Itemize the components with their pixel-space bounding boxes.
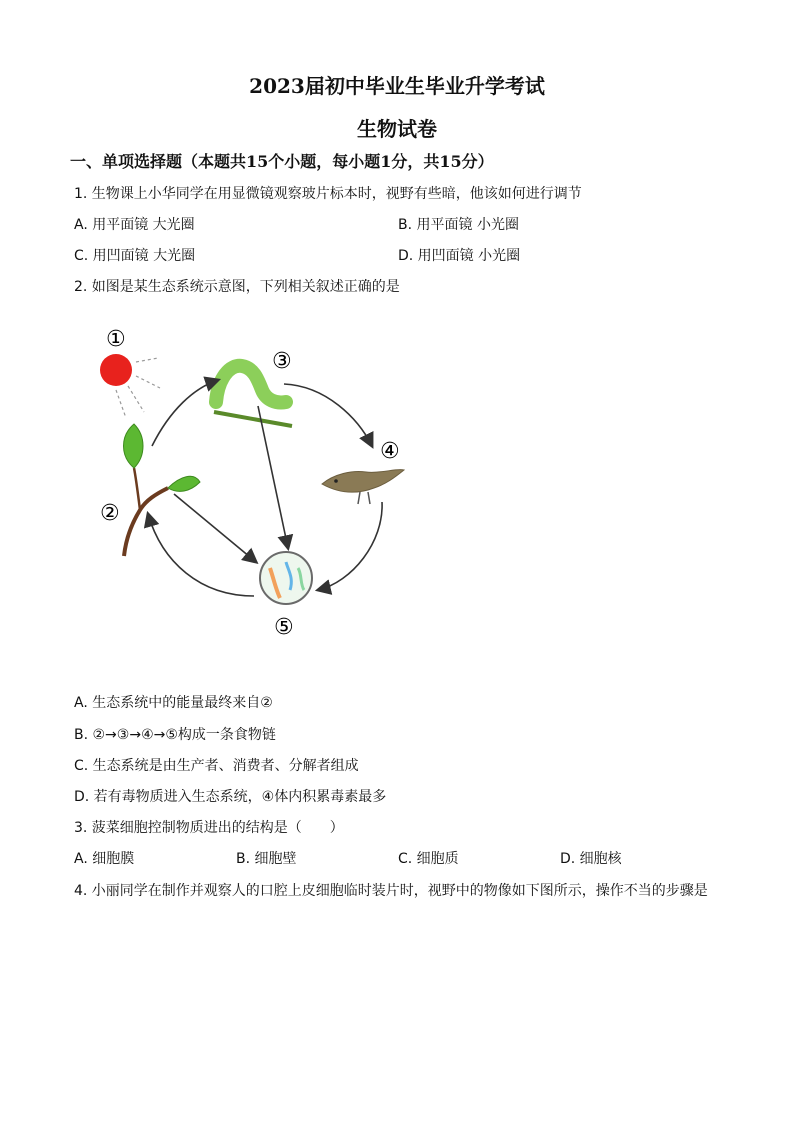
q2-option-b: B. ②→③→④→⑤构成一条食物链 — [74, 727, 276, 743]
exam-subtitle: 生物试卷 — [357, 117, 437, 141]
label-4: ④ — [380, 439, 400, 464]
q3-option-d: D. 细胞核 — [560, 851, 622, 867]
question-1-stem: 1. 生物课上小华同学在用显微镜观察玻片标本时，视野有些暗，他该如何进行调节 — [74, 186, 582, 202]
bird-icon — [322, 470, 404, 504]
section-heading: 一、单项选择题（本题共15个小题，每小题1分，共15分） — [70, 152, 494, 171]
q2-option-c: C. 生态系统是由生产者、消费者、分解者组成 — [74, 758, 359, 774]
arrow-3-to-4 — [284, 384, 372, 446]
q3-option-c: C. 细胞质 — [398, 851, 459, 867]
arrow-2-to-5 — [174, 494, 256, 562]
q3-option-b: B. 细胞壁 — [236, 851, 297, 867]
question-2-stem: 2. 如图是某生态系统示意图，下列相关叙述正确的是 — [74, 279, 400, 295]
q3-option-a: A. 细胞膜 — [74, 851, 135, 867]
ecosystem-diagram — [90, 318, 420, 640]
question-3-stem: 3. 菠菜细胞控制物质进出的结构是（ ） — [74, 820, 344, 836]
label-5: ⑤ — [274, 615, 294, 640]
plant-icon — [124, 424, 201, 556]
arrow-4-to-5 — [318, 502, 382, 590]
q2-option-d: D. 若有毒物质进入生态系统，④体内积累毒素最多 — [74, 789, 387, 805]
q2-option-a: A. 生态系统中的能量最终来自② — [74, 695, 273, 711]
caterpillar-icon — [214, 366, 292, 426]
q1-option-a: A. 用平面镜 大光圈 — [74, 217, 195, 233]
label-3: ③ — [272, 349, 292, 374]
q1-option-b: B. 用平面镜 小光圈 — [398, 217, 519, 233]
label-1: ① — [106, 327, 126, 352]
exam-title: 2023届初中毕业生毕业升学考试 — [249, 74, 545, 98]
question-4-stem: 4. 小丽同学在制作并观察人的口腔上皮细胞临时装片时，视野中的物像如下图所示，操作不当的步骤是 — [74, 883, 708, 899]
q1-option-d: D. 用凹面镜 小光圈 — [398, 248, 521, 264]
sun-icon — [100, 354, 160, 418]
arrow-3-to-5 — [258, 406, 288, 548]
arrow-2-to-3 — [152, 380, 218, 446]
decomposer-icon — [260, 552, 312, 604]
label-2: ② — [100, 501, 120, 526]
q1-option-c: C. 用凹面镜 大光圈 — [74, 248, 196, 264]
arrow-5-to-2 — [148, 514, 254, 596]
